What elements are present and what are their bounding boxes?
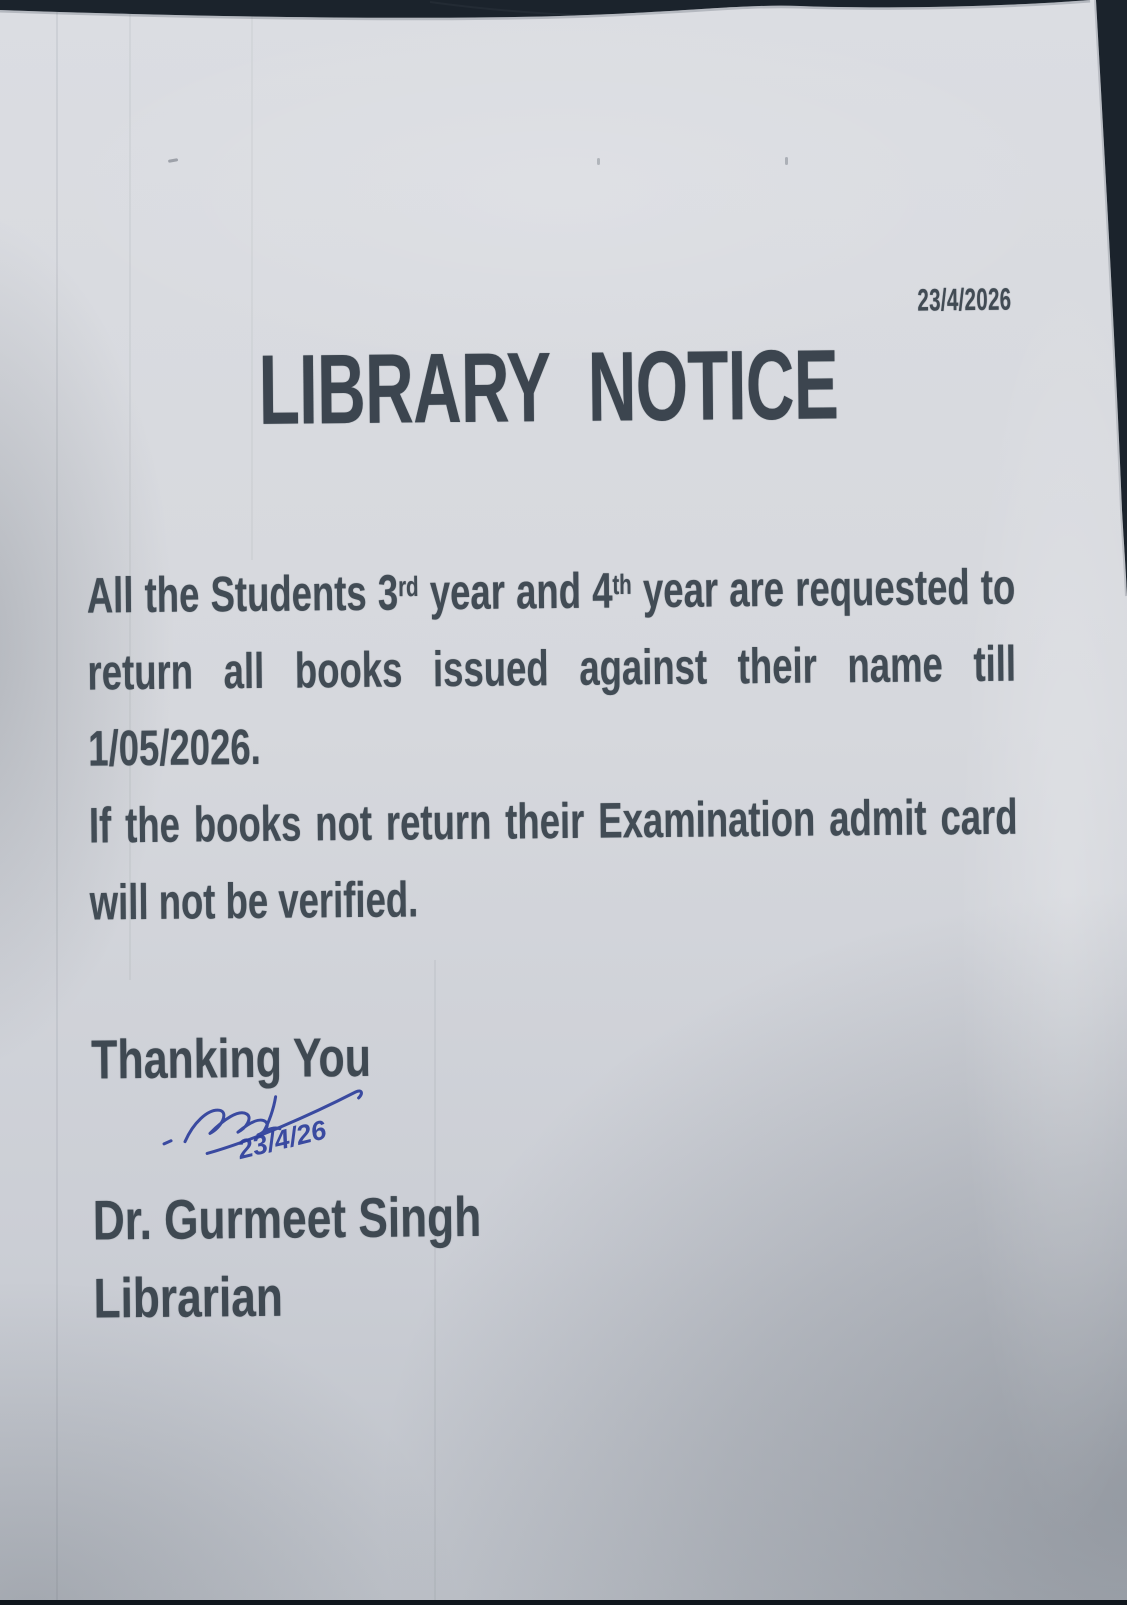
signatory-name: Dr. Gurmeet Singh (92, 1184, 482, 1252)
signatory-role: Librarian (93, 1264, 284, 1330)
body-line-5: will not be verified. (89, 871, 419, 931)
body-line-1-text: year are requested to (631, 558, 1016, 619)
body-line-1 (86, 558, 1016, 624)
body-line-4: If the books not return their Examination admit card (88, 788, 1018, 854)
closing-text: Thanking You (90, 1025, 372, 1091)
ordinal-suffix: th (612, 568, 632, 601)
body-line-1-text: All the Students 3 (86, 564, 399, 624)
body-line-2: return all books issued against their name till (87, 635, 1017, 701)
body-line-1-text: year and 4 (418, 562, 613, 621)
signature-date: 23/4/26 (234, 1114, 330, 1165)
notice-date: 23/4/2026 (916, 281, 1012, 318)
signature (151, 1074, 402, 1171)
notice-title: LIBRARY NOTICE (258, 328, 839, 445)
ordinal-suffix: rd (397, 570, 419, 603)
body-line-3: 1/05/2026. (87, 718, 262, 777)
signature-start-dash (164, 1141, 171, 1144)
